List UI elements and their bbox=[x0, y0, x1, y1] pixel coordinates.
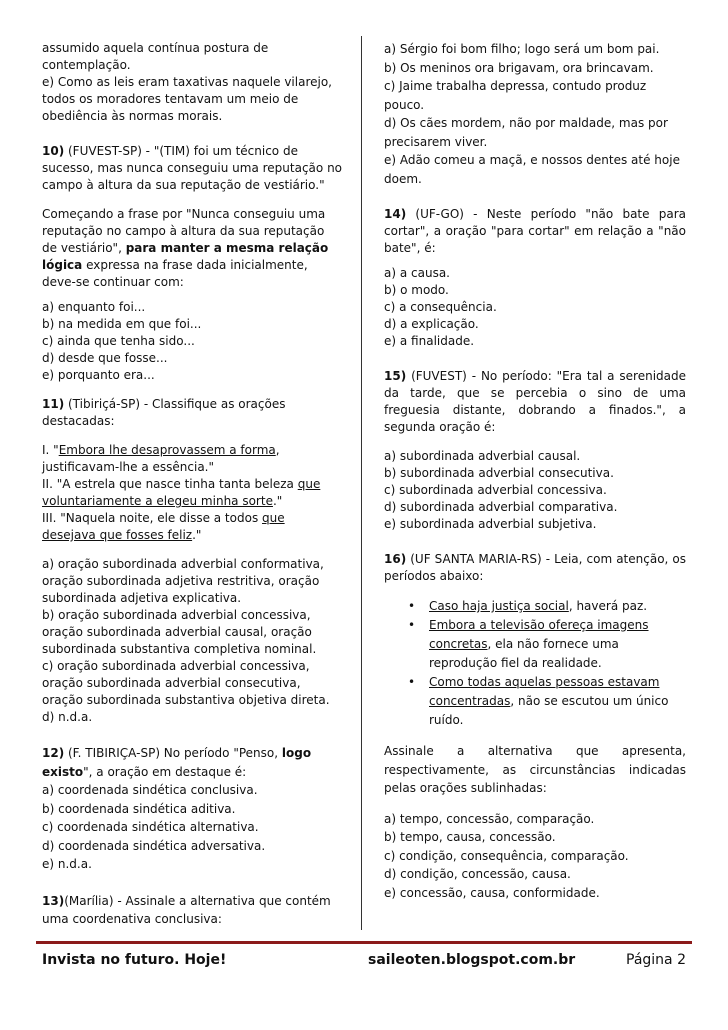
underlined-clause: que voluntariamente a elegeu minha sorte bbox=[42, 477, 321, 508]
text: , não se escutou um único ruído. bbox=[429, 694, 669, 727]
question-15 bbox=[384, 368, 686, 436]
question-stem: (F. TIBIRIÇA-SP) No período "Penso, bbox=[64, 746, 282, 760]
underlined-clause: que desejava que fosses feliz bbox=[42, 511, 285, 542]
option: a) enquanto foi... bbox=[42, 300, 146, 314]
option: b) tempo, causa, concessão. bbox=[384, 830, 556, 844]
question-stem: (UF SANTA MARIA-RS) - Leia, com atenção, os períodos abaixo: bbox=[384, 552, 686, 583]
sentence-iii bbox=[42, 510, 342, 544]
sentence-i bbox=[42, 442, 342, 476]
underlined-clause: Como todas aquelas pessoas estavam concentradas bbox=[429, 675, 660, 708]
option: d) Os cães mordem, não por maldade, mas por precisarem viver. bbox=[384, 116, 668, 149]
question-number: 13) bbox=[42, 893, 65, 908]
question-stem: (FUVEST) - No período: "Era tal a serenidade da tarde, que se percebia o sino de uma freguesia distante, dobrando a finados.", a segunda oração é: bbox=[384, 369, 686, 434]
option: b) na medida em que foi... bbox=[42, 317, 202, 331]
instr-text: expressa na frase dada inicialmente, deve-se continuar com: bbox=[42, 258, 308, 289]
column-divider bbox=[361, 36, 362, 930]
option: e) n.d.a. bbox=[42, 857, 92, 871]
option: c) condição, consequência, comparação. bbox=[384, 848, 629, 863]
text: III. "Naquela noite, ele disse a todos bbox=[42, 511, 263, 525]
option: e) concessão, causa, conformidade. bbox=[384, 885, 600, 900]
question-number: 11) bbox=[42, 397, 65, 411]
text: ." bbox=[192, 528, 202, 542]
option: e) Adão comeu a maçã, e nossos dentes até hoje doem. bbox=[384, 153, 680, 186]
highlighted-clause: logo existo bbox=[42, 746, 312, 779]
option: a) Sérgio foi bom filho; logo será um bom pai. bbox=[384, 42, 660, 56]
option: b) subordinada adverbial consecutiva. bbox=[384, 466, 614, 480]
footer-rule bbox=[36, 941, 692, 944]
option: a) tempo, concessão, comparação. bbox=[384, 811, 595, 826]
instr-bold: para manter a mesma relação lógica bbox=[42, 241, 329, 272]
intro-line-1: assumido aquela contínua postura de contemplação. bbox=[42, 41, 269, 72]
question-stem: ", a oração em destaque é: bbox=[83, 764, 247, 779]
question-16 bbox=[384, 551, 686, 585]
option: c) coordenada sindética alternativa. bbox=[42, 820, 259, 834]
question-14 bbox=[384, 206, 686, 257]
intro-line-2: e) Como as leis eram taxativas naquele vilarejo, todos os moradores tentavam um meio de obediência às normas morais. bbox=[42, 75, 332, 123]
question-stem: (Tibiriçá-SP) - Classifique as orações destacadas: bbox=[42, 397, 286, 428]
page-number: Página 2 bbox=[626, 952, 686, 968]
question-11 bbox=[42, 396, 342, 430]
text: , justificavam-lhe a essência." bbox=[42, 443, 280, 474]
option: a) subordinada adverbial causal. bbox=[384, 449, 581, 463]
option: d) subordinada adverbial comparativa. bbox=[384, 500, 618, 514]
option: e) subordinada adverbial subjetiva. bbox=[384, 517, 597, 531]
option: a) a causa. bbox=[384, 266, 450, 280]
footer-website: saileoten.blogspot.com.br bbox=[368, 952, 576, 968]
underlined-clause: Embora a televisão ofereça imagens concretas bbox=[429, 618, 649, 651]
question-number: 14) bbox=[384, 207, 407, 221]
option: e) a finalidade. bbox=[384, 334, 475, 348]
right-column bbox=[384, 40, 686, 902]
sentence-ii bbox=[42, 476, 342, 510]
option: a) coordenada sindética conclusiva. bbox=[42, 783, 258, 797]
question-number: 15) bbox=[384, 369, 407, 383]
question-number: 16) bbox=[384, 552, 407, 566]
option: b) oração subordinada adverbial concessiva, oração subordinada adverbial causal, oração subordinada substantiva completiva nominal. bbox=[42, 608, 317, 656]
underlined-clause: Caso haja justiça social bbox=[429, 599, 569, 613]
list-item bbox=[384, 597, 686, 616]
option: c) a consequência. bbox=[384, 300, 497, 314]
question-10 bbox=[42, 143, 342, 194]
underlined-clause: Embora lhe desaprovassem a forma bbox=[58, 443, 276, 457]
option: b) coordenada sindética aditiva. bbox=[42, 801, 236, 816]
option: e) porquanto era... bbox=[42, 368, 155, 382]
text: ." bbox=[272, 494, 283, 508]
option: d) desde que fosse... bbox=[42, 351, 168, 365]
question-number: 10) bbox=[42, 144, 65, 158]
list-item bbox=[384, 673, 686, 730]
option: c) oração subordinada adverbial concessiva, oração subordinada adverbial consecutiva, oração subordinada substantiva objetiva direta. bbox=[42, 659, 330, 707]
question-16-instruction: Assinale a alternativa que apresenta, respectivamente, as circunstâncias indicadas pelas orações sublinhadas: bbox=[384, 744, 686, 795]
option: b) o modo. bbox=[384, 283, 449, 297]
option: d) coordenada sindética adversativa. bbox=[42, 838, 266, 853]
question-number: 12) bbox=[42, 746, 65, 760]
footer-slogan: Invista no futuro. Hoje! bbox=[42, 952, 227, 968]
list-item bbox=[384, 616, 686, 673]
option: c) Jaime trabalha depressa, contudo produz pouco. bbox=[384, 79, 647, 112]
option: a) oração subordinada adverbial conformativa, oração subordinada adjetiva restritiva, oração subordinada adjetiva explicativa. bbox=[42, 557, 324, 605]
text: I. " bbox=[42, 443, 59, 457]
question-12 bbox=[42, 744, 342, 781]
question-13 bbox=[42, 892, 342, 929]
text: , ela não fornece uma reprodução fiel da realidade. bbox=[429, 637, 619, 670]
option: d) condição, concessão, causa. bbox=[384, 867, 571, 881]
option: d) n.d.a. bbox=[42, 710, 93, 724]
option: b) Os meninos ora brigavam, ora brincavam. bbox=[384, 60, 654, 75]
text: , haverá paz. bbox=[568, 599, 648, 613]
instr-text: Começando a frase por "Nunca conseguiu uma reputação no campo à altura da sua reputação de vestiário", bbox=[42, 207, 326, 255]
question-stem: (Marília) - Assinale a alternativa que contém uma coordenativa conclusiva: bbox=[42, 893, 331, 926]
question-stem: (FUVEST-SP) - "(TIM) foi um técnico de sucesso, mas nunca conseguiu uma reputação no campo à altura da sua reputação de vestiário." bbox=[42, 144, 343, 192]
left-column bbox=[42, 40, 342, 929]
text: II. "A estrela que nasce tinha tanta beleza bbox=[42, 477, 298, 491]
option: c) subordinada adverbial concessiva. bbox=[384, 483, 607, 497]
option: c) ainda que tenha sido... bbox=[42, 334, 195, 348]
sentence-list bbox=[384, 597, 686, 730]
option: d) a explicação. bbox=[384, 317, 479, 331]
question-10-instruction bbox=[42, 206, 342, 291]
question-stem: (UF-GO) - Neste período "não bate para cortar", a oração "para cortar" em relação a "não bate", é: bbox=[384, 207, 686, 255]
